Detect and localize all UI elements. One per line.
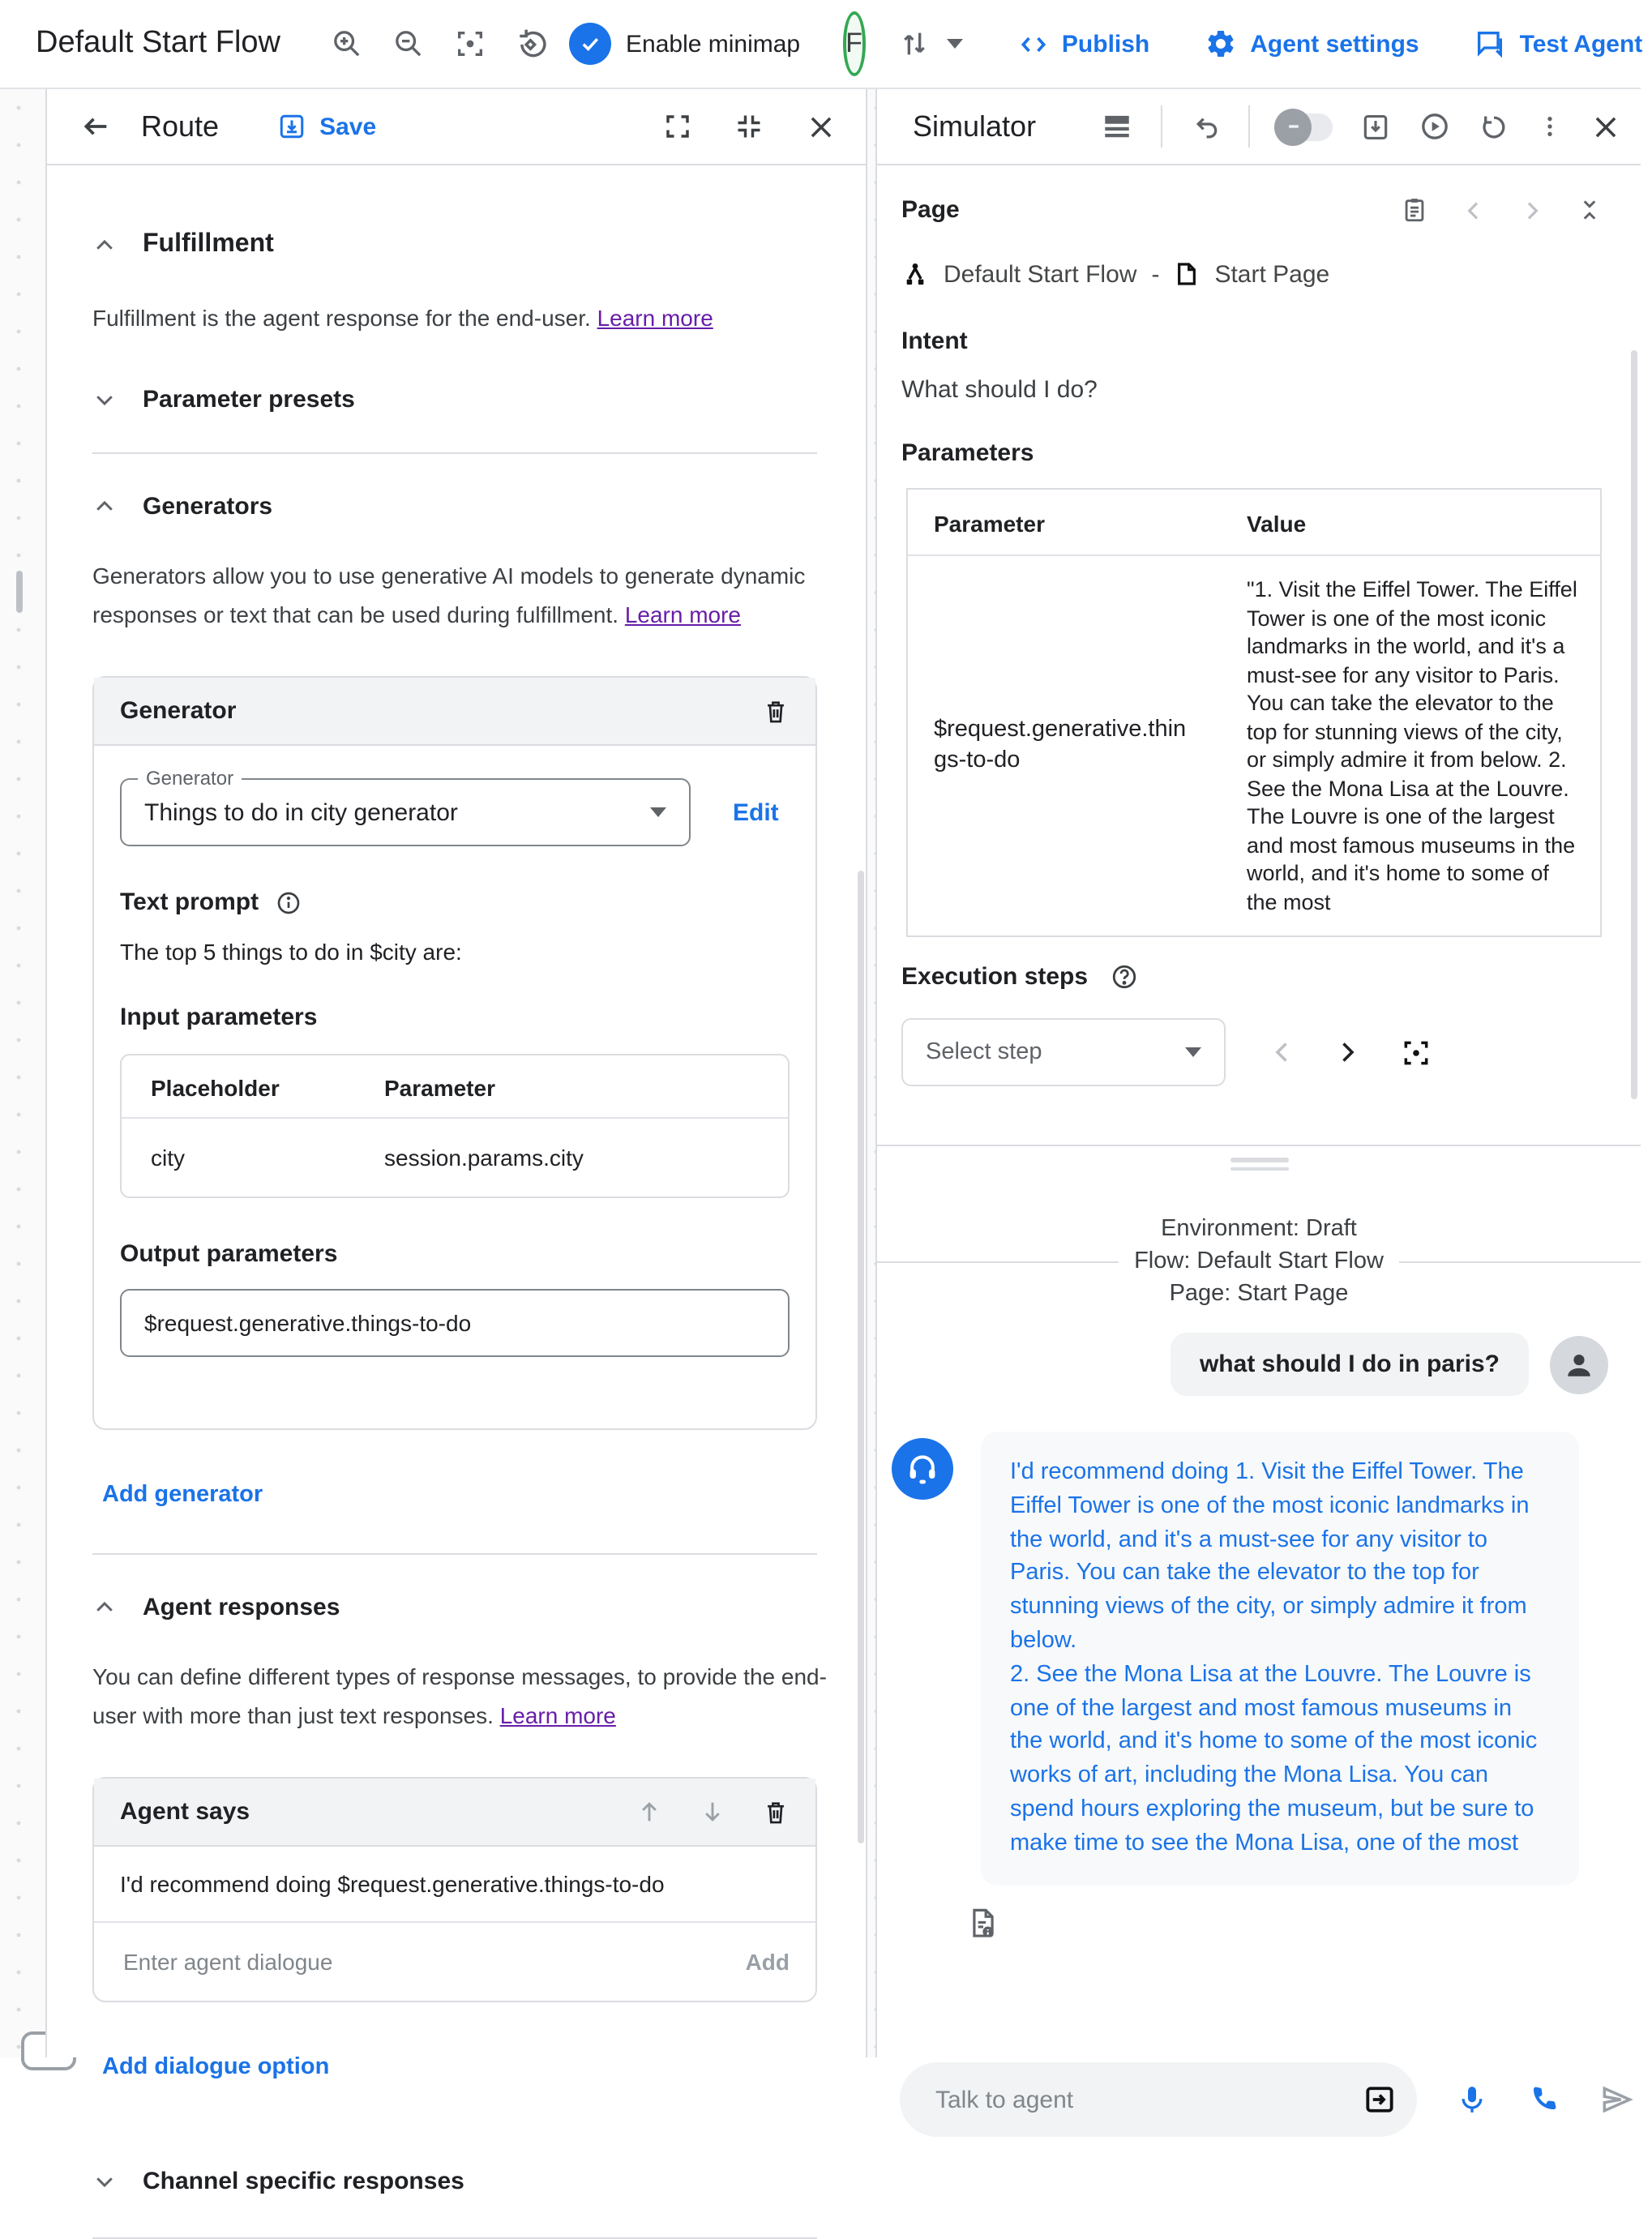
generator-card-header — [94, 678, 815, 746]
simulator-title: Simulator — [913, 109, 1037, 142]
output-parameters-label: Output parameters — [120, 1240, 338, 1268]
generators-learn-more-link[interactable]: Learn more — [624, 601, 741, 627]
agent-says-card — [92, 1777, 817, 2002]
publish-button[interactable]: Publish — [1018, 28, 1149, 59]
route-panel-title: Route — [141, 109, 220, 142]
send-icon[interactable] — [1599, 2082, 1634, 2117]
generator-card-title: Generator — [120, 697, 237, 725]
add-dialogue-button[interactable]: Add — [745, 1949, 790, 1975]
agent-message-bubble — [981, 1432, 1579, 1885]
output-parameter-input[interactable]: $request.generative.things-to-do — [120, 1289, 790, 1357]
column-header: Parameter — [384, 1075, 495, 1101]
environment-line: Page: Start Page — [1169, 1281, 1349, 1307]
input-parameters-table — [120, 1054, 790, 1198]
agent-message-paragraph: 2. See the Mona Lisa at the Louvre. The Louvre is one of the largest and most famous museums in the world, and it's home to some of the most iconic works of art, including the Mona Lisa. You can spend hours exploring the museum, but be sure to make time to see the Mona Lisa, one of the most — [1010, 1661, 1538, 1856]
table-header-row — [908, 490, 1600, 554]
play-icon[interactable] — [1419, 110, 1451, 143]
headset-icon — [905, 1451, 940, 1487]
flow-title: Default Start Flow — [36, 26, 280, 60]
agent-settings-button[interactable]: Agent settings — [1205, 28, 1419, 60]
agent-says-card-header — [94, 1779, 815, 1847]
fulfillment-heading: Fulfillment — [143, 230, 274, 258]
agent-responses-learn-more-link[interactable]: Learn more — [499, 1702, 616, 1728]
chevron-up-icon — [92, 494, 117, 519]
route-panel — [45, 89, 867, 2195]
env-rule-left — [877, 1261, 1118, 1262]
center-focus-icon[interactable] — [454, 28, 486, 60]
header-divider — [1248, 105, 1250, 148]
section-divider — [92, 1553, 817, 1555]
route-panel-body — [47, 230, 866, 2195]
agent-responses-description: You can define different types of response messages, to provide the end-user with more than just text responses. Learn more — [92, 1663, 827, 1728]
breadcrumb — [901, 259, 1602, 289]
chevron-up-icon — [92, 1595, 117, 1620]
execution-steps-row — [901, 963, 1602, 991]
move-down-icon[interactable] — [699, 1798, 726, 1826]
generators-heading: Generators — [143, 493, 273, 520]
talk-input-pill — [900, 2062, 1417, 2137]
environment-line: Flow: Default Start Flow — [1134, 1248, 1384, 1274]
placeholder-cell: city — [151, 1145, 185, 1171]
info-icon[interactable] — [275, 889, 301, 915]
agent-responses-heading: Agent responses — [143, 1594, 340, 1621]
save-button[interactable]: Save — [277, 112, 376, 141]
environment-line: Environment: Draft — [1161, 1216, 1357, 1242]
talk-to-agent-bar — [900, 2062, 1602, 2137]
agent-dialogue-input-row — [94, 1921, 815, 2001]
next-step-icon[interactable] — [1333, 1038, 1362, 1067]
test-agent-button[interactable]: Test Agent — [1474, 28, 1643, 60]
agent-dialogue-input[interactable] — [120, 1947, 746, 1976]
column-header: Value — [1247, 511, 1307, 537]
reset-zoom-icon[interactable] — [516, 27, 550, 61]
route-panel-header — [47, 89, 866, 165]
chat-bubble-icon — [1474, 28, 1507, 60]
agent-message-row — [877, 1432, 1641, 1885]
topbar-actions — [866, 28, 1652, 60]
save-icon — [277, 112, 306, 141]
prev-page-icon[interactable] — [1461, 197, 1487, 223]
more-options-icon[interactable] — [1537, 112, 1563, 141]
breadcrumb-separator: - — [1151, 260, 1160, 288]
flow-icon — [901, 260, 929, 288]
simulator-chat-section — [877, 1158, 1641, 2173]
generator-card-body — [94, 746, 815, 1428]
parameters-table — [906, 488, 1602, 937]
zoom-out-icon[interactable] — [392, 28, 425, 60]
agent-says-title: Agent says — [120, 1798, 250, 1826]
environment-info — [877, 1213, 1641, 1310]
column-header: Placeholder — [151, 1075, 280, 1101]
table-row[interactable] — [122, 1119, 788, 1197]
microphone-icon[interactable] — [1456, 2082, 1488, 2117]
delete-response-icon[interactable] — [762, 1797, 790, 1826]
parameter-presets-label: Parameter presets — [143, 386, 355, 413]
canvas-scrollbar[interactable] — [16, 571, 23, 613]
fulfillment-learn-more-link[interactable]: Learn more — [597, 305, 713, 331]
input-parameters-label: Input parameters — [120, 1004, 318, 1031]
edit-generator-link[interactable]: Edit — [733, 798, 779, 826]
close-simulator-icon[interactable] — [1590, 111, 1621, 142]
generators-description: Generators allow you to use generative AI models to generate dynamic responses or text that can be used during fulfillment. Learn more — [92, 563, 806, 627]
resize-handle[interactable] — [1230, 1158, 1288, 1171]
agent-dialogue-text[interactable]: I'd recommend doing $request.generative.things-to-do — [120, 1871, 665, 1897]
text-prompt-label-row: Text prompt — [120, 888, 790, 916]
header-divider — [1161, 105, 1162, 148]
page-icon — [1174, 259, 1200, 289]
intent-value: What should I do? — [901, 376, 1098, 404]
section-channel-responses[interactable] — [92, 2168, 817, 2195]
step-controls-row — [901, 1018, 1602, 1086]
simulator-panel — [875, 89, 1641, 2057]
user-avatar — [1550, 1335, 1608, 1393]
route-panel-scrollbar[interactable] — [858, 871, 864, 1843]
back-arrow-icon[interactable] — [79, 110, 112, 143]
simulator-toggle[interactable] — [1278, 113, 1333, 140]
top-toolbar — [0, 0, 1641, 89]
close-icon[interactable] — [806, 111, 837, 142]
save-session-icon[interactable] — [1360, 111, 1391, 142]
page-row — [901, 195, 1602, 225]
exit-fullscreen-icon[interactable] — [734, 112, 764, 141]
flow-avatar[interactable]: F — [842, 11, 866, 76]
conversation-log-icon[interactable] — [1101, 112, 1133, 141]
select-step-dropdown[interactable] — [901, 1018, 1226, 1086]
parameter-row — [908, 554, 1600, 935]
user-message-row — [877, 1333, 1641, 1396]
clipboard-icon[interactable] — [1401, 195, 1428, 225]
chevron-down-icon — [92, 2169, 117, 2194]
generator-select[interactable] — [120, 767, 691, 846]
simulator-scrollbar[interactable] — [1631, 350, 1637, 1099]
user-message-bubble: what should I do in paris? — [1171, 1333, 1529, 1396]
gear-icon — [1205, 28, 1237, 60]
chevron-up-icon — [92, 233, 117, 257]
move-up-icon[interactable] — [636, 1798, 663, 1826]
section-generators[interactable] — [92, 493, 817, 520]
agent-message-paragraph: I'd recommend doing 1. Visit the Eiffel Tower. The Eiffel Tower is one of the most iconic landmarks in the world, and it's a must-see for any visitor to Paris. You can take the elevator to the top for stunning views of the city, or simply admire it from below. — [1010, 1459, 1530, 1654]
chevron-down-icon — [92, 387, 117, 412]
focus-step-icon[interactable] — [1401, 1037, 1432, 1068]
section-parameter-presets[interactable] — [92, 386, 817, 413]
select-caret-icon — [1185, 1047, 1201, 1057]
parameter-name-cell: $request.generative.things-to-do — [934, 717, 1187, 773]
code-icon — [1018, 28, 1049, 59]
collapse-section-icon[interactable] — [1577, 196, 1602, 224]
column-header: Parameter — [934, 511, 1045, 537]
prev-step-icon[interactable] — [1268, 1038, 1297, 1067]
minimap-toggle-label: Enable minimap — [626, 30, 801, 58]
page-label: Page — [901, 196, 960, 224]
person-icon — [1561, 1346, 1597, 1382]
intent-label: Intent — [901, 328, 968, 355]
versions-caret-icon[interactable] — [947, 39, 963, 49]
submit-text-icon[interactable] — [1362, 2082, 1397, 2117]
swap-vertical-icon[interactable] — [898, 28, 931, 60]
help-icon[interactable] — [1111, 963, 1138, 991]
fulfillment-description: Fulfillment is the agent response for the end-user. Learn more — [92, 305, 713, 331]
env-rule-right — [1400, 1261, 1641, 1262]
select-caret-icon — [650, 807, 666, 817]
select-step-value: Select step — [926, 1039, 1042, 1065]
breadcrumb-page-name[interactable]: Start Page — [1214, 260, 1330, 288]
generator-card — [92, 676, 817, 1430]
channel-responses-label: Channel specific responses — [143, 2168, 464, 2195]
fullscreen-icon[interactable] — [663, 112, 692, 141]
parameter-cell: session.params.city — [384, 1145, 584, 1171]
add-dialogue-option-link[interactable]: Add dialogue option — [102, 2054, 330, 2080]
generator-select-value: Things to do in city generator — [144, 798, 458, 826]
response-info-icon[interactable] — [968, 1906, 1641, 1940]
delete-generator-icon[interactable] — [762, 696, 790, 726]
agent-avatar — [892, 1438, 953, 1500]
simulator-state-section — [877, 195, 1641, 1146]
section-agent-responses[interactable] — [92, 1594, 817, 1621]
phone-icon[interactable] — [1527, 2083, 1560, 2116]
next-page-icon[interactable] — [1519, 197, 1545, 223]
zoom-in-icon[interactable] — [331, 28, 363, 60]
talk-to-agent-input[interactable] — [932, 2084, 1362, 2115]
table-header-row — [122, 1055, 788, 1119]
simulator-header — [877, 89, 1641, 165]
text-prompt-value: The top 5 things to do in $city are: — [120, 939, 462, 965]
undo-icon[interactable] — [1190, 111, 1221, 142]
section-divider — [92, 452, 817, 454]
parameter-value-cell: "1. Visit the Eiffel Tower. The Eiffel Tower is one of the most iconic landmarks in the world, and it's a must-see for any visitor to Paris. You can take the elevator to the top for stunning views of the city, or simply admire it from below. 2. See the Mona Lisa at the Louvre. The Louvre is one of the largest and most famous museums in the world, and it's home to some of the most — [1247, 577, 1577, 914]
generator-select-label: Generator — [138, 767, 242, 790]
add-generator-link[interactable]: Add generator — [102, 1482, 263, 1508]
section-fulfillment[interactable] — [92, 230, 817, 259]
execution-steps-label: Execution steps — [901, 963, 1089, 991]
restart-icon[interactable] — [1479, 111, 1509, 142]
breadcrumb-flow-name[interactable]: Default Start Flow — [944, 260, 1137, 288]
parameters-label: Parameters — [901, 439, 1034, 467]
